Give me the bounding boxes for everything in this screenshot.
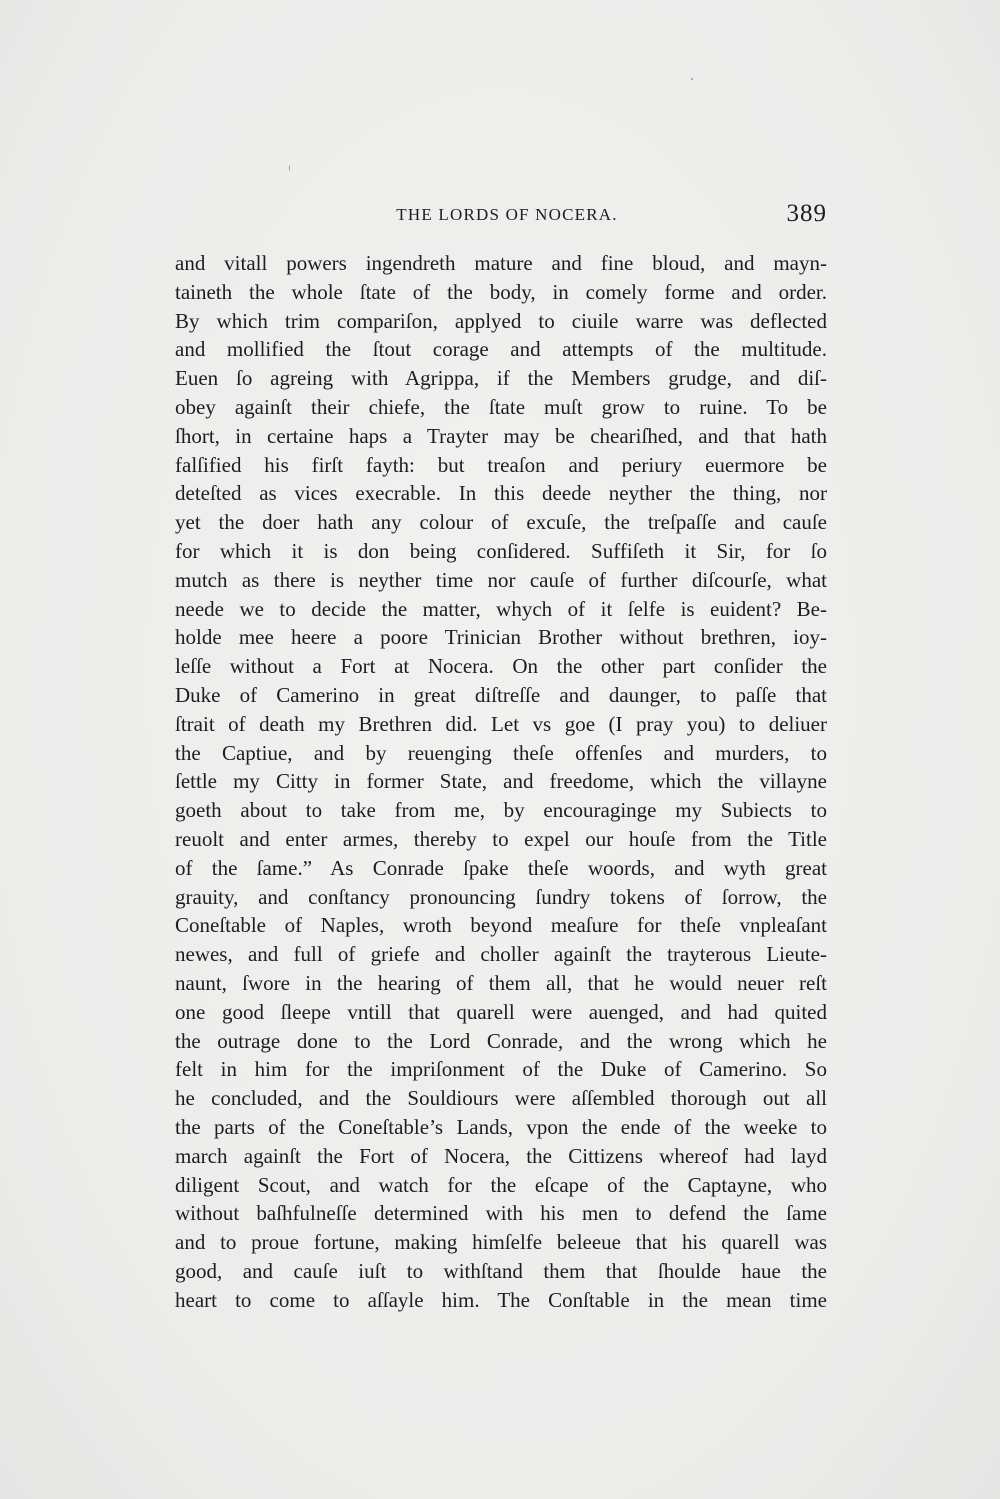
text-line: taineth the whole ſtate of the body, in comely forme and order. bbox=[175, 279, 827, 304]
text-line: newes, and full of griefe and choller againſt the trayterous Lieute- bbox=[175, 942, 827, 967]
text-line: the outrage done to the Lord Conrade, and the wrong which he bbox=[175, 1028, 827, 1053]
body-text bbox=[175, 249, 827, 1314]
text-line: leſſe without a Fort at Nocera. On the other part conſider the bbox=[175, 654, 827, 679]
text-line: yet the doer hath any colour of excuſe, the treſpaſſe and cauſe bbox=[175, 510, 827, 535]
text-line: falſified his firſt fayth: but treaſon and periury euermore be bbox=[175, 452, 827, 477]
running-head bbox=[175, 200, 827, 234]
text-line: naunt, ſwore in the hearing of them all, that he would neuer reſt bbox=[175, 970, 827, 995]
text-line: and mollified the ſtout corage and attempts of the multitude. bbox=[175, 337, 827, 362]
text-line: heart to come to aſſayle him. The Conſtable in the mean time bbox=[175, 1287, 827, 1312]
text-line: for which it is don being conſidered. Suffiſeth it Sir, for ſo bbox=[175, 538, 827, 563]
text-line: ſhort, in certaine haps a Trayter may be cheariſhed, and that hath bbox=[175, 423, 827, 448]
text-line: march againſt the Fort of Nocera, the Cittizens whereof had layd bbox=[175, 1143, 827, 1168]
text-line: goeth about to take from me, by encouraginge my Subiects to bbox=[175, 798, 827, 823]
text-line: felt in him for the impriſonment of the Duke of Camerino. So bbox=[175, 1057, 827, 1082]
text-line: the parts of the Coneſtable’s Lands, vpon the ende of the weeke to bbox=[175, 1114, 827, 1139]
text-line: Coneſtable of Naples, wroth beyond meaſure for theſe vnpleaſant bbox=[175, 913, 827, 938]
text-line: and to proue fortune, making himſelfe beleeue that his quarell was bbox=[175, 1230, 827, 1255]
text-line: diligent Scout, and watch for the eſcape of the Captayne, who bbox=[175, 1172, 827, 1197]
text-line: of the ſame.” As Conrade ſpake theſe woords, and wyth great bbox=[175, 855, 827, 880]
page-number: 389 bbox=[786, 200, 827, 227]
text-line: reuolt and enter armes, thereby to expel our houſe from the Title bbox=[175, 826, 827, 851]
text-line: ſettle my Citty in former State, and freedome, which the villayne bbox=[175, 769, 827, 794]
text-line: deteſted as vices execrable. In this deede neyther the thing, nor bbox=[175, 481, 827, 506]
text-line: one good ſleepe vntill that quarell were auenged, and had quited bbox=[175, 999, 827, 1024]
text-line: good, and cauſe iuſt to withſtand them that ſhoulde haue the bbox=[175, 1258, 827, 1283]
text-line: holde mee heere a poore Trinician Brother without brethren, ioy- bbox=[175, 625, 827, 650]
text-line: and vitall powers ingendreth mature and fine bloud, and mayn- bbox=[175, 251, 827, 275]
text-line: mutch as there is neyther time nor cauſe of further diſcourſe, what bbox=[175, 567, 827, 592]
text-line: Duke of Camerino in great diſtreſſe and daunger, to paſſe that bbox=[175, 682, 827, 707]
running-title: THE LORDS OF NOCERA. bbox=[396, 205, 618, 224]
text-line: the Captiue, and by reuenging theſe offenſes and murders, to bbox=[175, 740, 827, 765]
text-line: he concluded, and the Souldiours were aſſembled thorough out all bbox=[175, 1086, 827, 1111]
text-line: obey againſt their chiefe, the ſtate muſt grow to ruine. To be bbox=[175, 394, 827, 419]
text-line: ſtrait of death my Brethren did. Let vs goe (I pray you) to deliuer bbox=[175, 711, 827, 736]
text-line: neede we to decide the matter, whych of it ſelfe is euident? Be- bbox=[175, 596, 827, 621]
text-line: By which trim compariſon, applyed to ciuile warre was deflected bbox=[175, 308, 827, 333]
paper-speck bbox=[691, 78, 693, 80]
text-line: grauity, and conſtancy pronouncing ſundry tokens of ſorrow, the bbox=[175, 884, 827, 909]
text-line: without baſhfulneſſe determined with his men to defend the ſame bbox=[175, 1201, 827, 1226]
paper-speck bbox=[289, 165, 290, 171]
text-line: Euen ſo agreing with Agrippa, if the Members grudge, and diſ- bbox=[175, 366, 827, 391]
